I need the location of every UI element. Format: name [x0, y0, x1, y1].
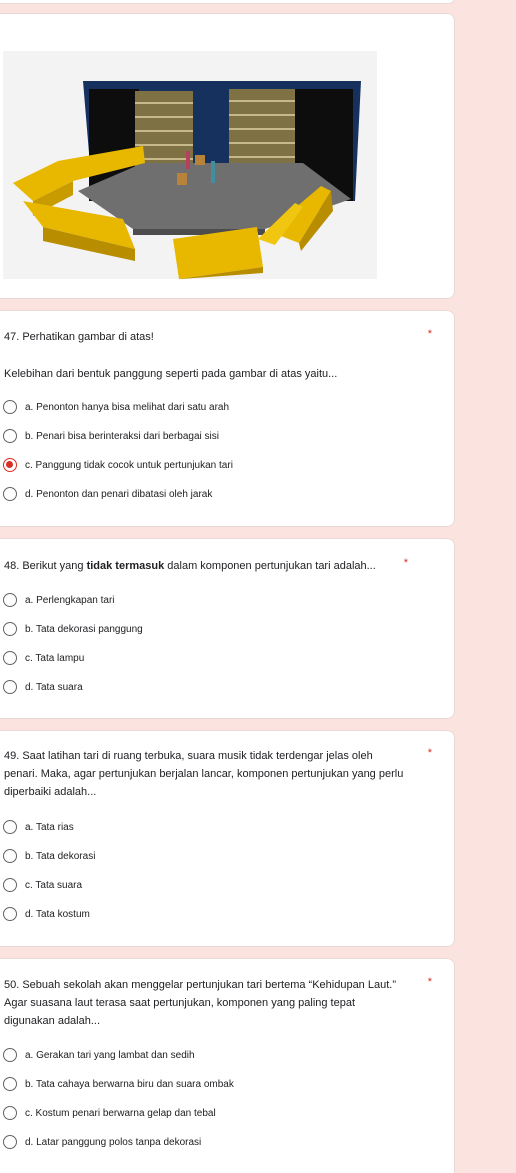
option-d[interactable]	[3, 485, 212, 503]
radio-button[interactable]	[3, 680, 17, 694]
option-label: c. Tata suara	[25, 879, 83, 891]
option-label: a. Gerakan tari yang lambat dan sedih	[25, 1049, 195, 1061]
option-a[interactable]	[3, 818, 74, 836]
option-label: c. Panggung tidak cocok untuk pertunjukan tari	[25, 459, 233, 471]
radio-button[interactable]	[3, 1135, 17, 1149]
question-card-50	[0, 958, 455, 1173]
option-c[interactable]	[3, 649, 84, 667]
option-b[interactable]	[3, 427, 219, 445]
previous-question-card	[0, 0, 455, 4]
radio-button[interactable]	[3, 487, 17, 501]
option-label: d. Latar panggung polos tanpa dekorasi	[25, 1136, 202, 1148]
question-card-49	[0, 730, 455, 947]
radio-button[interactable]	[3, 1106, 17, 1120]
option-d[interactable]	[3, 678, 83, 696]
radio-button[interactable]	[3, 907, 17, 921]
option-d[interactable]	[3, 905, 90, 923]
required-asterisk: *	[427, 328, 432, 340]
radio-button[interactable]	[3, 878, 17, 892]
option-c[interactable]	[3, 876, 82, 894]
option-c[interactable]	[3, 456, 233, 474]
option-label: a. Perlengkapan tari	[25, 594, 115, 606]
option-label: d. Tata suara	[25, 681, 83, 693]
radio-button[interactable]	[3, 400, 17, 414]
option-label: a. Tata rias	[25, 821, 74, 833]
radio-button[interactable]	[3, 1077, 17, 1091]
option-label: b. Tata dekorasi panggung	[25, 623, 143, 635]
question-title: 48. Berikut yang tidak termasuk dalam komponen pertunjukan tari adalah...	[4, 560, 376, 572]
option-b[interactable]	[3, 847, 95, 865]
radio-button[interactable]	[3, 622, 17, 636]
radio-button[interactable]	[3, 1048, 17, 1062]
question-card-47	[0, 310, 455, 527]
option-label: d. Penonton dan penari dibatasi oleh jarak	[25, 488, 213, 500]
option-d[interactable]	[3, 1133, 201, 1151]
radio-button[interactable]	[3, 429, 17, 443]
stage-illustration	[3, 51, 377, 279]
radio-button[interactable]	[3, 593, 17, 607]
option-label: b. Penari bisa berinteraksi dari berbagai sisi	[25, 430, 219, 442]
option-c[interactable]	[3, 1104, 216, 1122]
option-label: d. Tata kostum	[25, 908, 90, 920]
radio-button[interactable]	[3, 849, 17, 863]
radio-button[interactable]	[3, 820, 17, 834]
required-asterisk: *	[427, 747, 432, 759]
question-subtitle: Kelebihan dari bentuk panggung seperti pada gambar di atas yaitu...	[4, 368, 338, 380]
option-label: c. Kostum penari berwarna gelap dan tebal	[25, 1107, 216, 1119]
question-title: 47. Perhatikan gambar di atas!	[4, 331, 154, 343]
option-label: b. Tata cahaya berwarna biru dan suara ombak	[25, 1078, 234, 1090]
option-a[interactable]	[3, 398, 229, 416]
option-b[interactable]	[3, 1075, 234, 1093]
question-title: 49. Saat latihan tari di ruang terbuka, suara musik tidak terdengar jelas oleh penari. Maka, agar pertunjukan berjalan lancar, komponen pertunjukan yang perlu diperbaiki adalah...	[4, 750, 404, 798]
option-label: c. Tata lampu	[25, 652, 85, 664]
radio-button[interactable]	[3, 651, 17, 665]
required-asterisk: *	[427, 976, 432, 988]
option-b[interactable]	[3, 620, 143, 638]
required-asterisk: *	[403, 557, 408, 569]
option-label: a. Penonton hanya bisa melihat dari satu arah	[25, 401, 230, 413]
question-card-48	[0, 538, 455, 719]
option-label: b. Tata dekorasi	[25, 850, 96, 862]
radio-button-selected[interactable]	[3, 458, 17, 472]
option-a[interactable]	[3, 591, 115, 609]
emphasis-text: tidak termasuk	[86, 560, 165, 572]
option-a[interactable]	[3, 1046, 195, 1064]
question-title: 50. Sebuah sekolah akan menggelar pertunjukan tari bertema “Kehidupan Laut.” Agar suasana laut terasa saat pertunjukan, komponen yang paling tepat digunakan adalah...	[4, 979, 396, 1027]
image-card	[0, 13, 455, 299]
